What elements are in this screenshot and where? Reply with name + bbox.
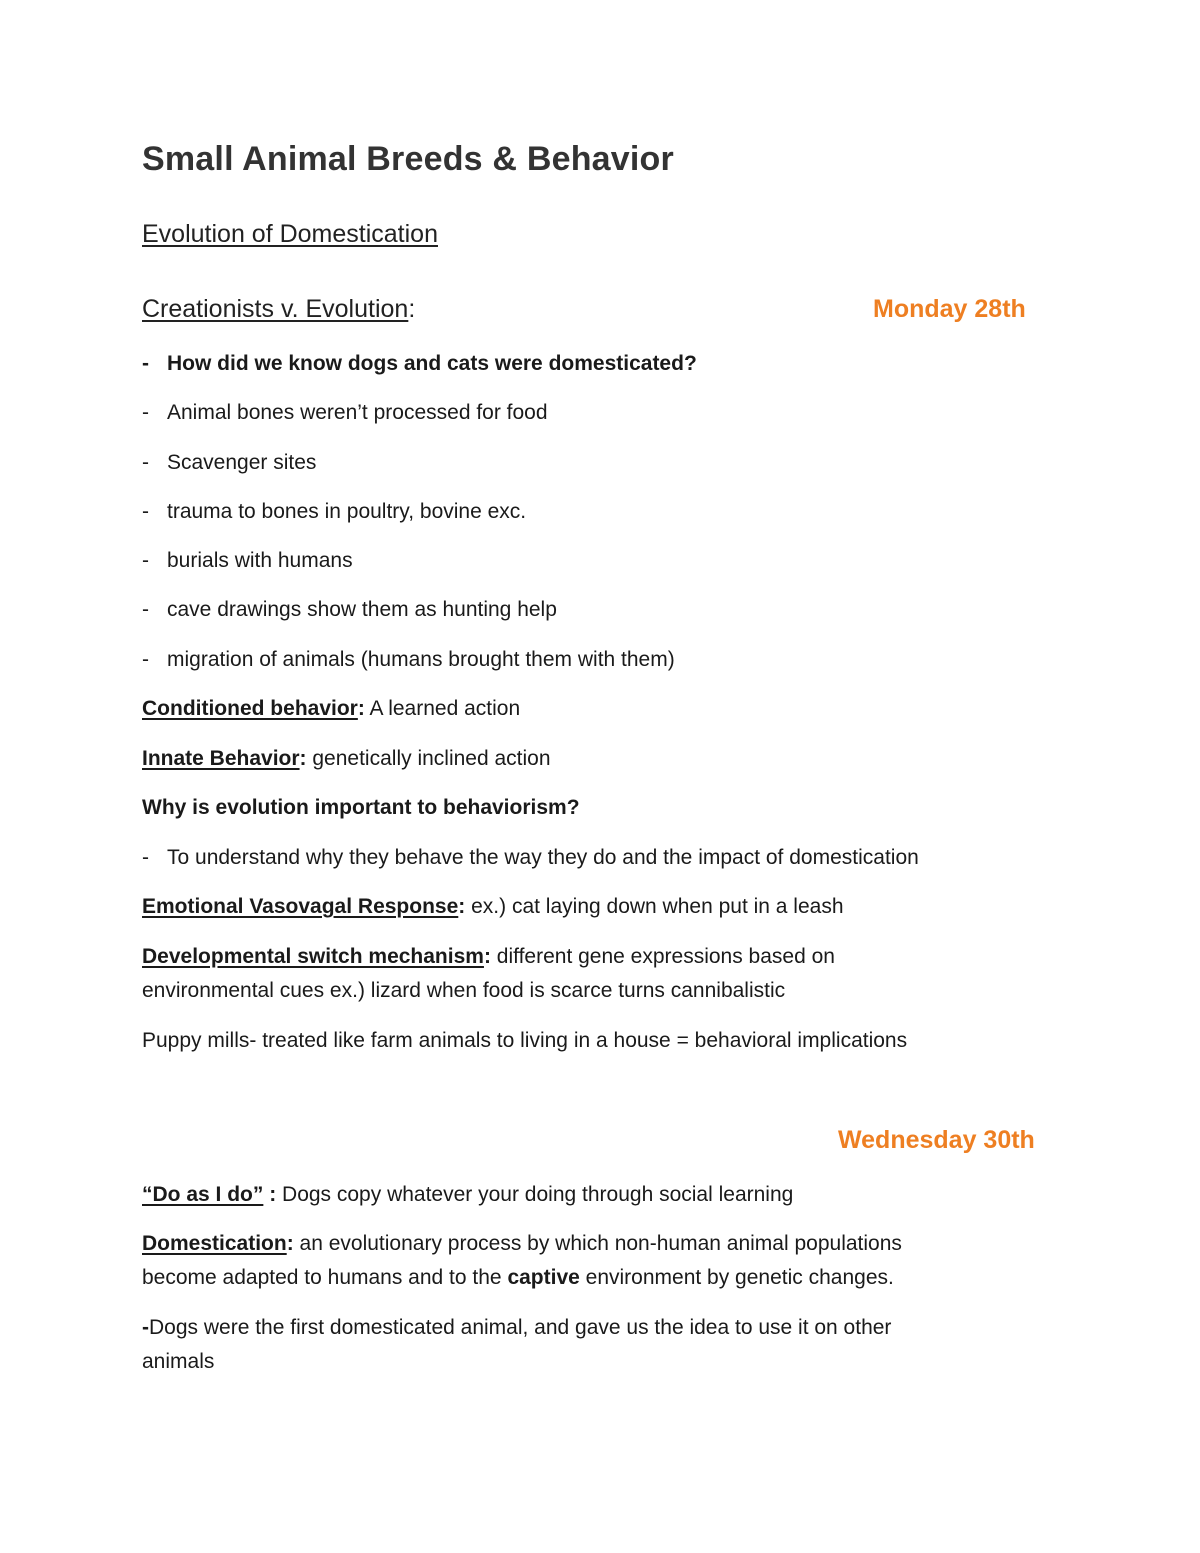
definition-text: genetically inclined action (306, 747, 551, 770)
why-question (142, 791, 580, 825)
list-item-text: Scavenger sites (167, 451, 317, 474)
list-item-text: burials with humans (167, 549, 353, 572)
definition-domestication: Domestication: an evolutionary process by which non-human animal populations (142, 1232, 902, 1255)
date-monday: Monday 28th (873, 295, 1026, 323)
list-item: - migration of animals (humans brought them with them) (142, 648, 675, 671)
subsection-label: Creationists v. Evolution (142, 295, 409, 323)
definition-text: A learned action (364, 697, 521, 720)
subsection-colon: : (408, 295, 416, 323)
definition-text: ex.) cat laying down when put in a leash (465, 895, 844, 918)
section-heading: Evolution of Domestication (142, 220, 438, 248)
list-item-question: - How did we know dogs and cats were domesticated? (142, 352, 697, 375)
question-text: How did we know dogs and cats were domesticated? (167, 352, 697, 375)
page-title: Small Animal Breeds & Behavior (142, 140, 674, 178)
definition-emotional: Emotional Vasovagal Response: ex.) cat laying down when put in a leash (142, 895, 844, 918)
term: “Do as I do” (142, 1183, 264, 1206)
list-item-text: To understand why they behave the way they do and the impact of domestication (167, 846, 919, 869)
list-item: - burials with humans (142, 549, 353, 572)
list-item: - To understand why they behave the way they do and the impact of domestication (142, 846, 919, 869)
list-item-text: migration of animals (humans brought them with them) (167, 648, 675, 671)
definition-text: an evolutionary process by which non-human animal populations (293, 1232, 902, 1255)
definition-domestication-cont: become adapted to humans and to the captive environment by genetic changes. (142, 1266, 894, 1289)
definition-text: different gene expressions based on (490, 945, 835, 968)
list-item-text: cave drawings show them as hunting help (167, 598, 557, 621)
subsection-heading (142, 295, 415, 324)
list-item: - Scavenger sites (142, 451, 317, 474)
question-text: Why is evolution important to behaviorism? (142, 796, 580, 819)
list-item-text: Animal bones weren’t processed for food (167, 401, 548, 424)
definition-do-as-i-do: “Do as I do” : Dogs copy whatever your doing through social learning (142, 1183, 794, 1206)
term: Innate Behavior (142, 747, 300, 770)
definition-text: Dogs copy whatever your doing through social learning (276, 1183, 794, 1206)
term: Domestication (142, 1232, 287, 1255)
term: Conditioned behavior (142, 697, 358, 720)
definition-conditioned: Conditioned behavior: A learned action (142, 697, 521, 720)
term: Developmental switch mechanism (142, 945, 484, 968)
puppy-mills-note: Puppy mills- treated like farm animals to living in a house = behavioral implications (142, 1029, 908, 1052)
list-item: - cave drawings show them as hunting help (142, 598, 557, 621)
list-item: - Animal bones weren’t processed for food (142, 401, 548, 424)
list-item-text: trauma to bones in poultry, bovine exc. (167, 500, 527, 523)
list-item: - trauma to bones in poultry, bovine exc. (142, 500, 527, 523)
dogs-note: -Dogs were the first domesticated animal, and gave us the idea to use it on other (142, 1316, 892, 1339)
note-text: Dogs were the first domesticated animal, and gave us the idea to use it on other (149, 1316, 892, 1339)
bold-word: captive (507, 1266, 580, 1289)
definition-developmental: Developmental switch mechanism: different gene expressions based on (142, 945, 835, 968)
definition-innate: Innate Behavior: genetically inclined action (142, 747, 551, 770)
dogs-note-cont: animals (142, 1350, 215, 1373)
definition-developmental-cont: environmental cues ex.) lizard when food is scarce turns cannibalistic (142, 979, 786, 1002)
date-wednesday: Wednesday 30th (838, 1126, 1035, 1154)
term: Emotional Vasovagal Response (142, 895, 459, 918)
